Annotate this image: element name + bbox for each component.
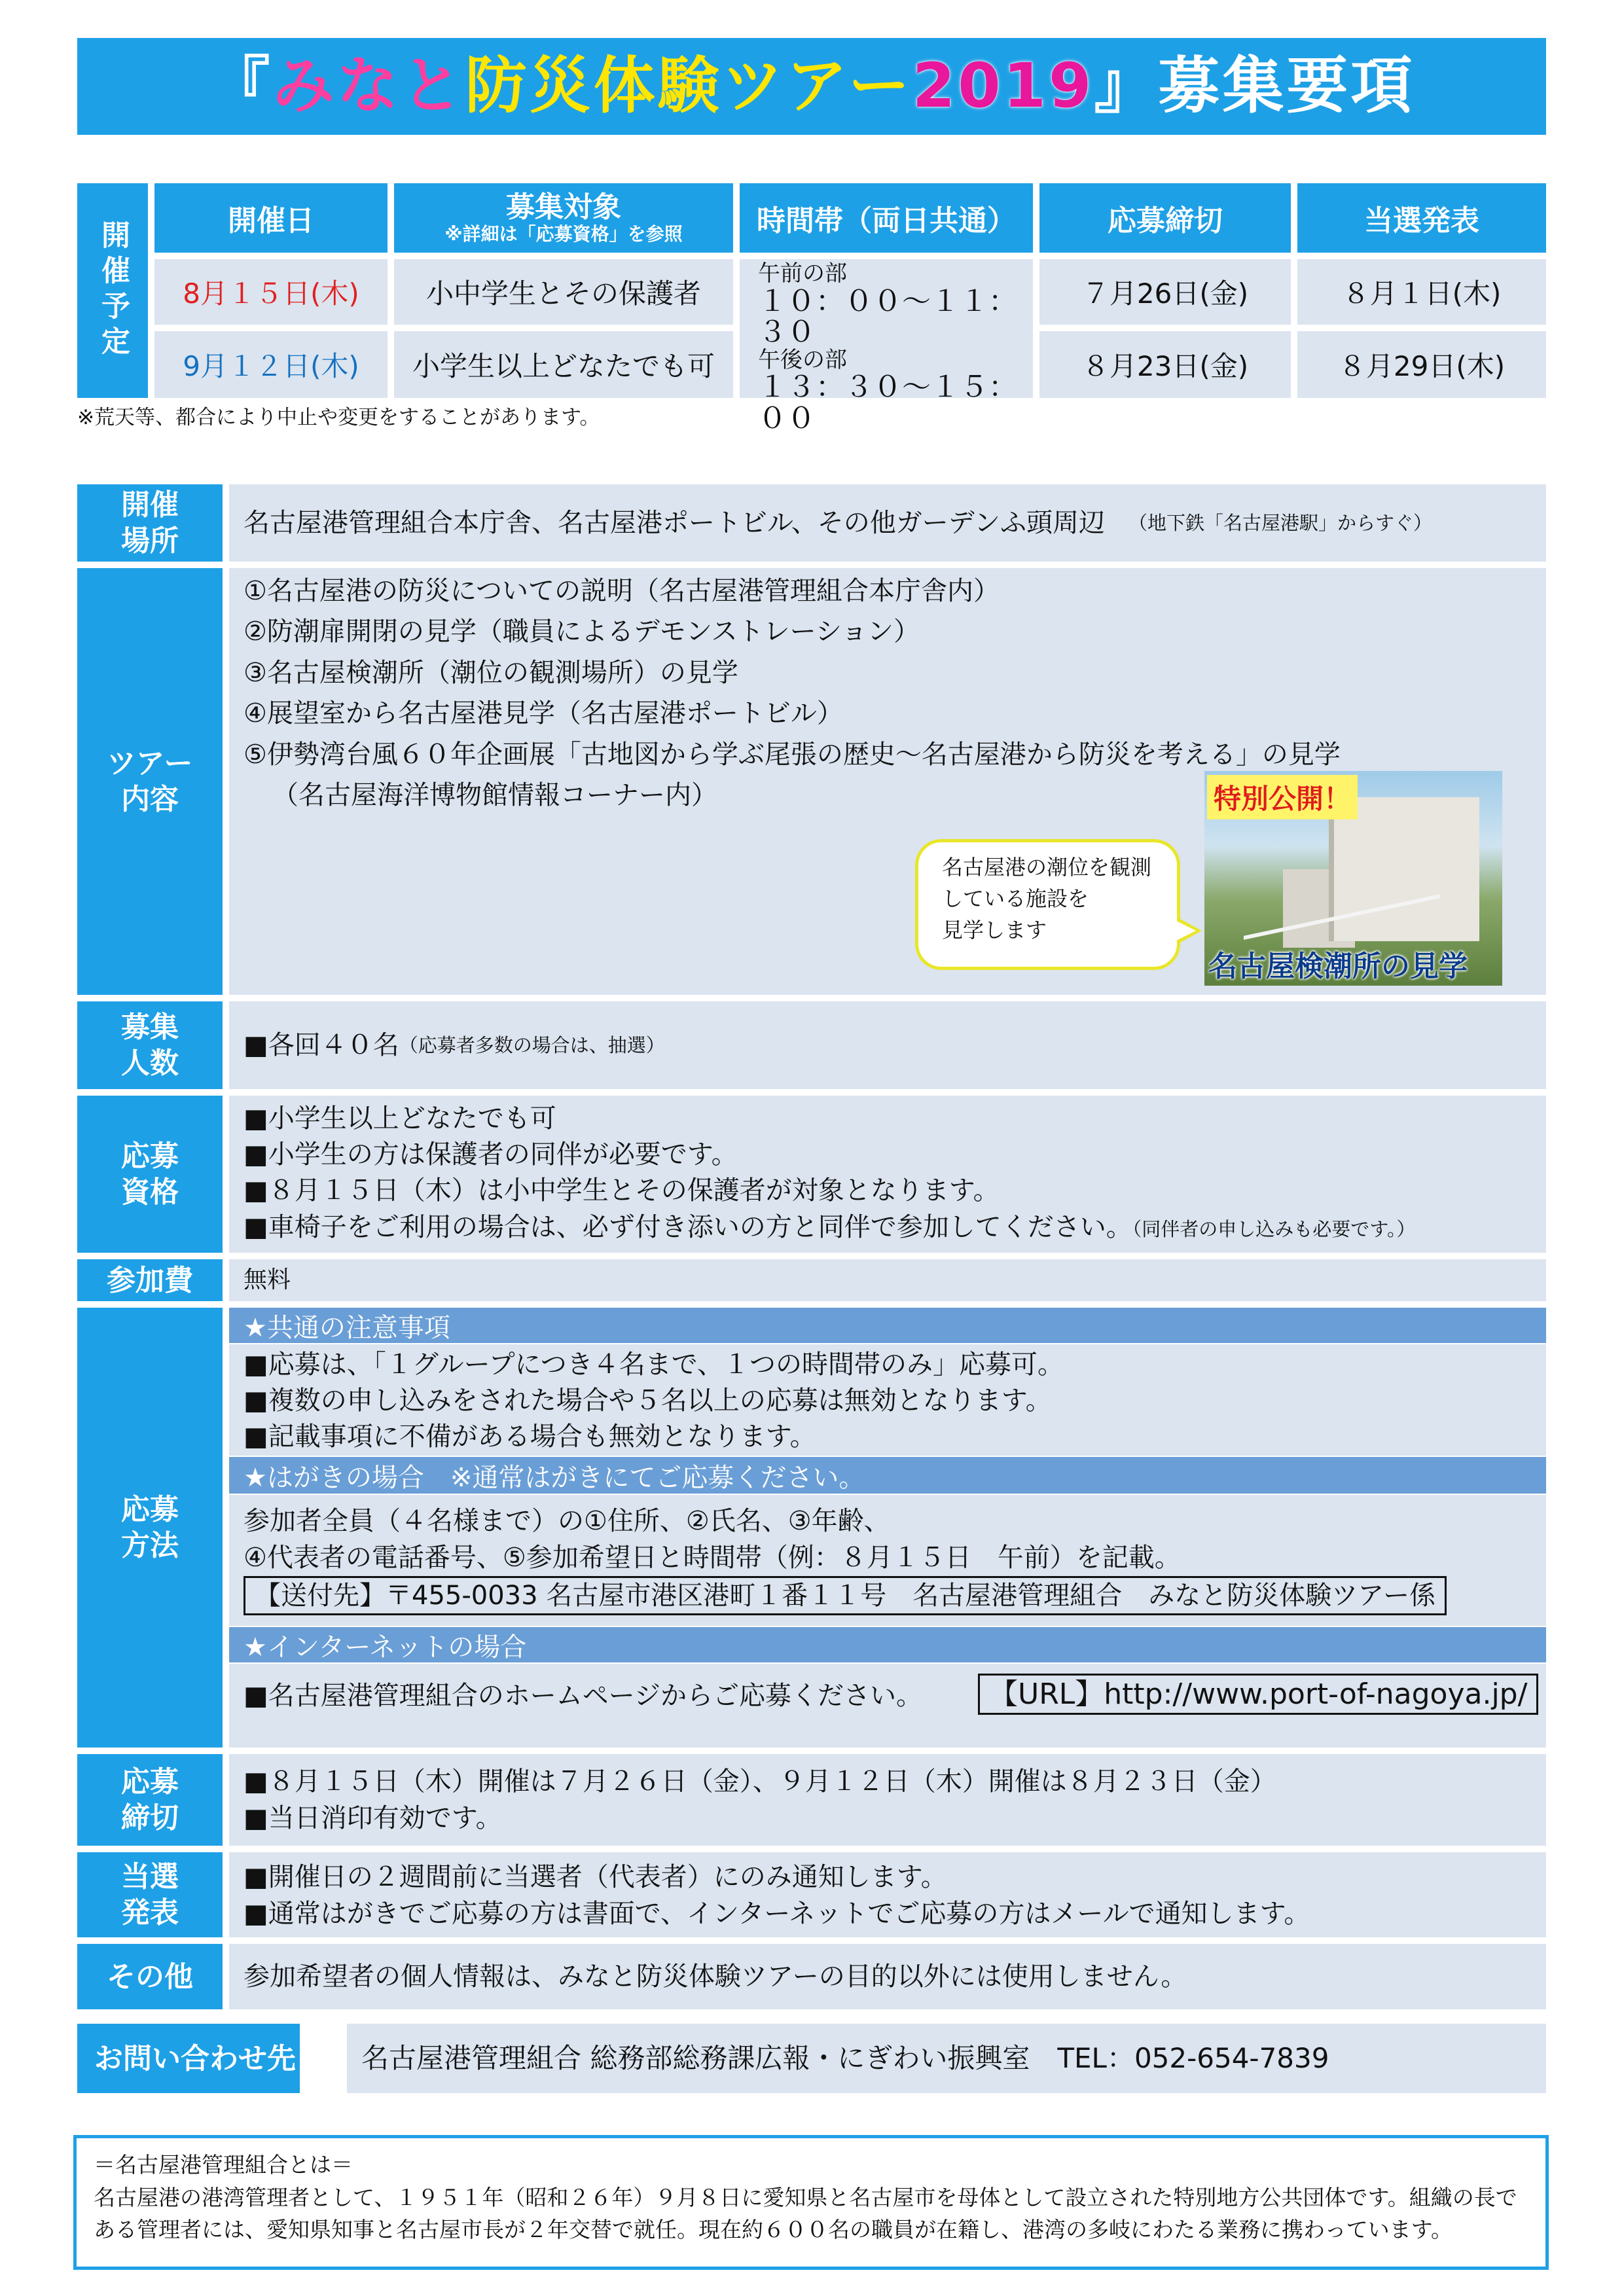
title-bar bbox=[77, 38, 1546, 135]
tour-label bbox=[77, 568, 223, 995]
eligibility-line-4-note: （同伴者の申し込みも必要です。） bbox=[1132, 1217, 1416, 1240]
photo-caption: 名古屋検潮所の見学 bbox=[1208, 950, 1468, 983]
capacity-label bbox=[77, 1001, 223, 1089]
other-content bbox=[229, 1944, 1546, 2009]
other-text: 参加希望者の個人情報は、みなと防災体験ツアーの目的以外には使用しません。 bbox=[244, 1962, 1187, 1992]
deadline-content bbox=[229, 1754, 1546, 1846]
schedule-row1-announce: ８月１日(木) bbox=[1297, 259, 1546, 325]
tour-item-5-note: （名古屋海洋博物館情報コーナー内） bbox=[272, 780, 717, 810]
deadline-label bbox=[77, 1754, 223, 1846]
tour-label-text: ツアー内容 bbox=[107, 747, 193, 816]
method-common-line-1: ■応募は、「１グループにつき４名まで、１つの時間帯のみ」応募可。 bbox=[244, 1350, 1064, 1380]
title-part-bousai: 防災 bbox=[465, 50, 594, 122]
time-slot-am-label: 午前の部 bbox=[758, 260, 847, 287]
title-year: 2019 bbox=[912, 50, 1094, 122]
announcement-line-2: ■通常はがきでご応募の方は書面で、インターネットでご応募の方はメールで通知します。 bbox=[244, 1899, 1310, 1929]
method-common-line-3: ■記載事項に不備がある場合も無効となります。 bbox=[244, 1422, 816, 1452]
schedule-header-date: 開催日 bbox=[154, 183, 388, 253]
postal-address: 【送付先】〒455-0033 名古屋市港区港町１番１１号 名古屋港管理組合 みなと防災体験ツアー係 bbox=[244, 1576, 1447, 1615]
tour-item-3: ③名古屋検潮所（潮位の観測場所）の見学 bbox=[244, 657, 738, 688]
bubble-line-2: している施設を bbox=[942, 886, 1089, 911]
eligibility-line-4: ■車椅子をご利用の場合は、必ず付き添いの方と同伴で参加してください。 bbox=[244, 1211, 1132, 1242]
title-open-quote: 『 bbox=[208, 50, 273, 122]
venue-content bbox=[229, 484, 1546, 562]
schedule-header-target-note: ※詳細は「応募資格」を参照 bbox=[444, 223, 683, 245]
bubble-line-1: 名古屋港の潮位を観測 bbox=[942, 855, 1152, 880]
title-part-taiken: 体験 bbox=[593, 50, 722, 122]
fee-label: 参加費 bbox=[77, 1259, 223, 1301]
method-postcard-header: ★はがきの場合 ※通常はがきにてご応募ください。 bbox=[229, 1457, 1546, 1494]
method-internet-header: ★インターネットの場合 bbox=[229, 1627, 1546, 1662]
schedule-side-label: 開催予定 bbox=[77, 183, 148, 398]
tour-item-4: ④展望室から名古屋港見学（名古屋港ポートビル） bbox=[244, 698, 843, 729]
announcement-content bbox=[229, 1852, 1546, 1937]
eligibility-content bbox=[229, 1096, 1546, 1253]
special-open-badge: 特別公開！ bbox=[1207, 775, 1358, 819]
announcement-label-text: 当選発表 bbox=[121, 1860, 179, 1929]
homepage-url-link[interactable]: 【URL】http://www.port-of-nagoya.jp/ bbox=[978, 1674, 1538, 1715]
schedule-header-announce: 当選発表 bbox=[1297, 183, 1546, 253]
announcement-line-1: ■開催日の２週間前に当選者（代表者）にのみ通知します。 bbox=[244, 1862, 947, 1892]
time-slot-am: １０：００〜１１：３０ bbox=[758, 284, 1017, 350]
venue-text: 名古屋港管理組合本庁舎、名古屋港ポートビル、その他ガーデンふ頭周辺 bbox=[244, 508, 1105, 538]
tour-item-1: ①名古屋港の防災についての説明（名古屋港管理組合本庁舎内） bbox=[244, 576, 1000, 606]
other-label: その他 bbox=[77, 1944, 223, 2009]
time-slot-pm-label: 午後の部 bbox=[758, 346, 847, 373]
title-part-minato: みなと bbox=[272, 50, 465, 122]
eligibility-line-2: ■小学生の方は保護者の同伴が必要です。 bbox=[244, 1139, 738, 1170]
title-part-tour: ツアー bbox=[721, 50, 912, 122]
footer-line-1: 名古屋港の港湾管理者として、１９５１年（昭和２６年）９月８日に愛知県と名古屋市を母体として設立された特別地方公共団体です。組織の長で bbox=[94, 2184, 1517, 2210]
method-postcard-content bbox=[229, 1495, 1546, 1626]
page-title bbox=[77, 38, 1546, 135]
schedule-row2-target: 小学生以上どなたでも可 bbox=[394, 331, 733, 398]
eligibility-label-text: 応募資格 bbox=[121, 1139, 179, 1209]
fee-content bbox=[229, 1259, 1546, 1301]
tour-item-5: ⑤伊勢湾台風６０年企画展「古地図から学ぶ尾張の歴史〜名古屋港から防災を考える」の見学 bbox=[244, 739, 1341, 770]
venue-label-text: 開催場所 bbox=[121, 488, 179, 558]
venue-note: （地下鉄「名古屋港駅」からすぐ） bbox=[1128, 511, 1433, 534]
method-common-line-2: ■複数の申し込みをされた場合や５名以上の応募は無効となります。 bbox=[244, 1386, 1052, 1416]
method-postcard-line-1: 参加者全員（４名様まで）の①住所、②氏名、③年齢、 bbox=[244, 1506, 890, 1536]
schedule-row1-deadline: ７月26日(金) bbox=[1039, 259, 1291, 325]
deadline-line-2: ■当日消印有効です。 bbox=[244, 1803, 502, 1833]
capacity-text: ■各回４０名 bbox=[244, 1030, 399, 1060]
schedule-row2-announce: ８月29日(木) bbox=[1297, 331, 1546, 398]
contact-label: お問い合わせ先 bbox=[77, 2024, 300, 2093]
footer-heading: ＝名古屋港管理組合とは＝ bbox=[94, 2152, 353, 2178]
method-label bbox=[77, 1308, 223, 1748]
venue-label bbox=[77, 484, 223, 562]
schedule-header-target bbox=[394, 183, 733, 253]
footer-line-2: ある管理者には、愛知県知事と名古屋市長が２年交替で就任。現在約６００名の職員が在籍し、港湾の多岐にわたる業務に携わっています。 bbox=[94, 2217, 1453, 2242]
capacity-note: （応募者多数の場合は、抽選） bbox=[399, 1033, 665, 1056]
deadline-line-1: ■８月１５日（木）開催は７月２６日（金）、９月１２日（木）開催は８月２３日（金） bbox=[244, 1767, 1276, 1797]
schedule-header-time: 時間帯（両日共通） bbox=[740, 183, 1033, 253]
method-common-header: ★共通の注意事項 bbox=[229, 1308, 1546, 1343]
method-common-content bbox=[229, 1344, 1546, 1456]
method-postcard-line-2: ④代表者の電話番号、⑤参加希望日と時間帯（例：８月１５日 午前）を記載。 bbox=[244, 1543, 1181, 1573]
schedule-time-cell bbox=[740, 259, 1033, 435]
contact-content bbox=[347, 2024, 1546, 2093]
eligibility-label bbox=[77, 1096, 223, 1253]
bubble-line-3: 見学します bbox=[942, 918, 1047, 942]
tour-item-2: ②防潮扉開閉の見学（職員によるデモンストレーション） bbox=[244, 617, 920, 647]
organization-info-box bbox=[73, 2135, 1549, 2270]
announcement-label bbox=[77, 1852, 223, 1937]
schedule-header-target-label: 募集対象 bbox=[506, 190, 621, 224]
title-close: 』募集要項 bbox=[1094, 50, 1415, 122]
schedule-row2-deadline: ８月23日(金) bbox=[1039, 331, 1291, 398]
schedule-row2-date: 9月１２日(木) bbox=[154, 331, 388, 398]
deadline-label-text: 応募締切 bbox=[121, 1765, 179, 1835]
schedule-note: ※荒天等、都合により中止や変更をすることがあります。 bbox=[77, 406, 600, 429]
capacity-label-text: 募集人数 bbox=[121, 1011, 179, 1080]
speech-bubble bbox=[915, 839, 1180, 970]
schedule-header-deadline: 応募締切 bbox=[1039, 183, 1291, 253]
contact-text: 名古屋港管理組合 総務部総務課広報・にぎわい振興室 TEL：052-654-7839 bbox=[361, 2041, 1329, 2074]
fee-text: 無料 bbox=[244, 1266, 291, 1293]
bubble-tail-inner bbox=[1175, 920, 1196, 941]
schedule-row1-target: 小中学生とその保護者 bbox=[394, 259, 733, 325]
time-slot-pm: １３：３０〜１５：００ bbox=[758, 370, 1017, 435]
method-label-text: 応募方法 bbox=[121, 1493, 179, 1562]
eligibility-line-1: ■小学生以上どなたでも可 bbox=[244, 1103, 556, 1134]
method-internet-text: ■名古屋港管理組合のホームページからご応募ください。 bbox=[244, 1681, 922, 1711]
eligibility-line-3: ■８月１５日（木）は小中学生とその保護者が対象となります。 bbox=[244, 1175, 1000, 1206]
capacity-content bbox=[229, 1001, 1546, 1089]
schedule-row1-date: 8月１５日(木) bbox=[154, 259, 388, 325]
